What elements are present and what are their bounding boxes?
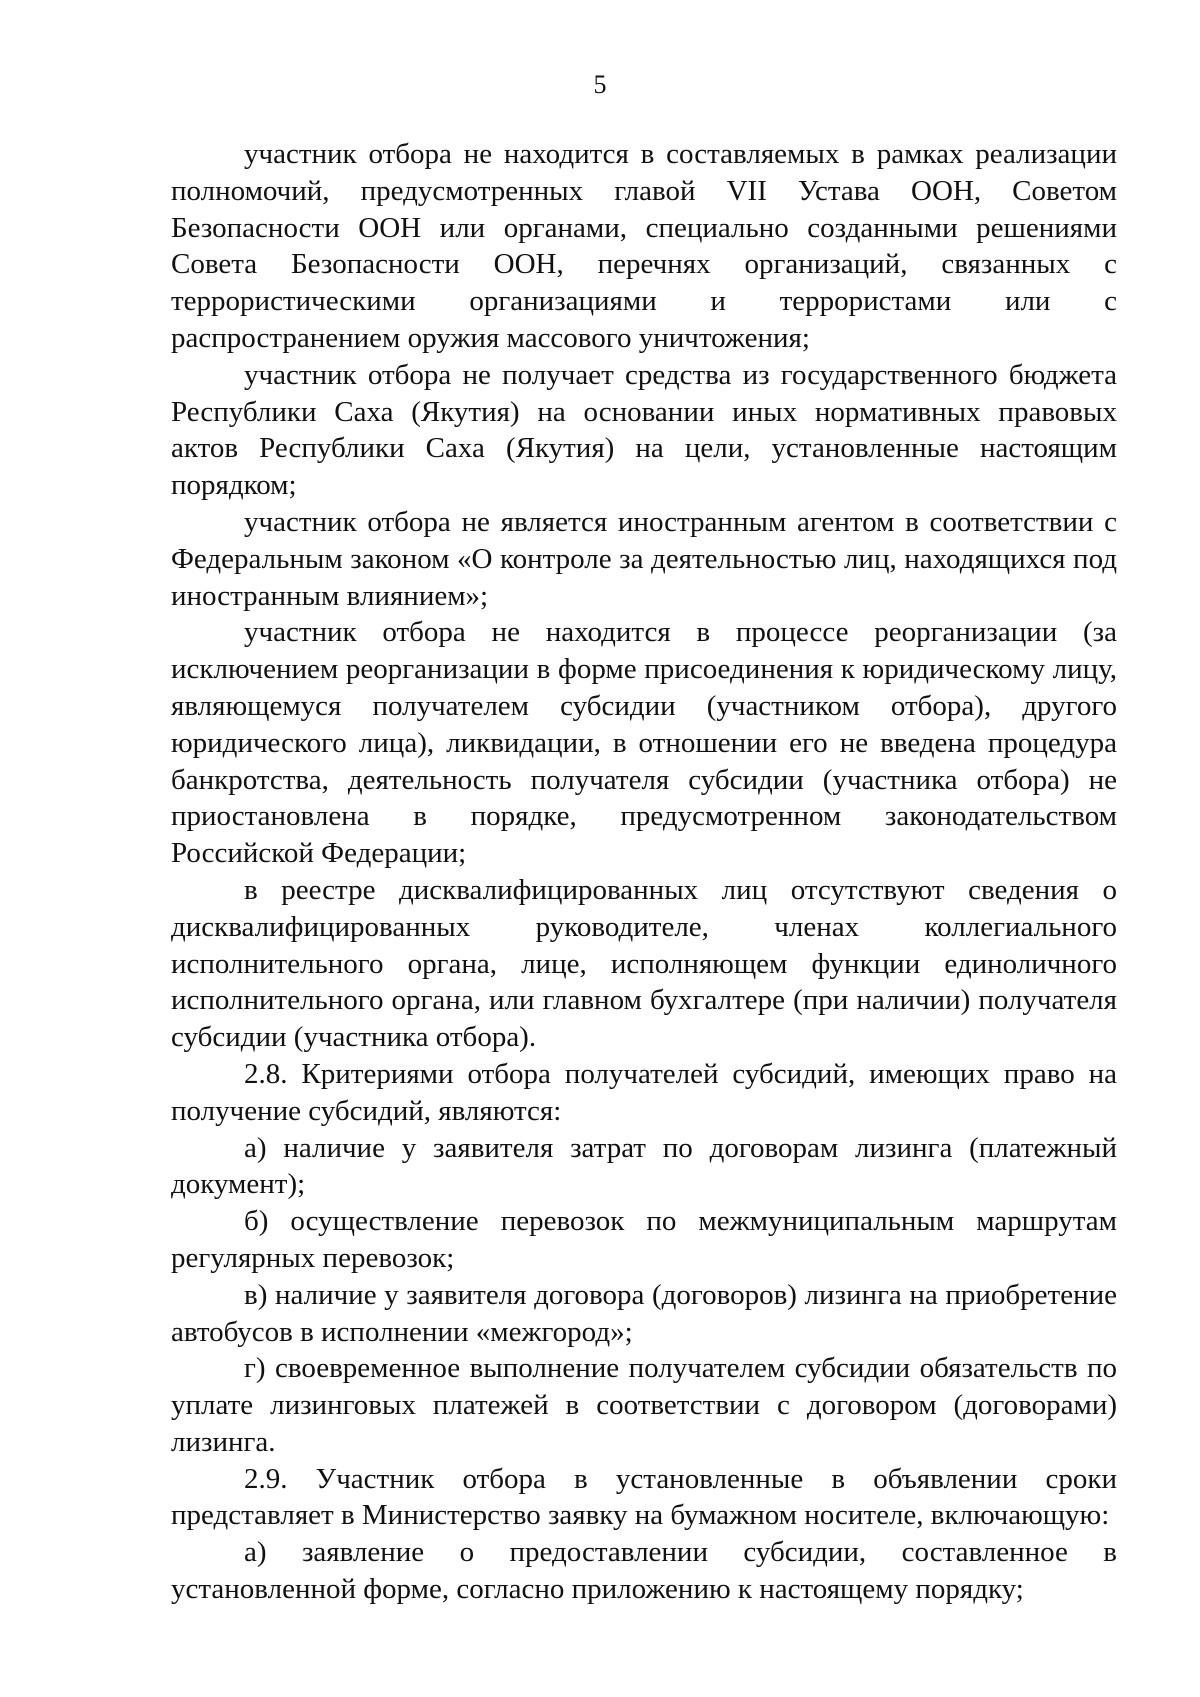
paragraph-not-in-terrorist-lists: участник отбора не находится в составляемых в рамках реализации полномочий, предусмотренных главой VII Устава ООН, Советом Безопасности ООН или органами, специально созданными решениями Совета Безопасности ООН, перечнях организаций, связанных с террористическими организациями и террористами или с распространением оружия массового уничтожения;: [171, 138, 1117, 354]
document-body: [171, 136, 1117, 1608]
paragraph-criterion-g: г) своевременное выполнение получателем субсидии обязательств по уплате лизинговых платежей в соответствии с договором (договорами) лизинга.: [171, 1352, 1117, 1458]
paragraph-2-8-selection-criteria: 2.8. Критериями отбора получателей субсидий, имеющих право на получение субсидий, являются:: [171, 1057, 1117, 1127]
paragraph-not-in-reorganization: участник отбора не находится в процессе реорганизации (за исключением реорганизации в форме присоединения к юридическому лицу, являющемуся получателем субсидии (участником отбора), другого юридического лица), ликвидации, в отношении его не введена процедура банкротства, деятельность получателя субсидии (участника отбора) не приостановлена в порядке, предусмотренном законодательством Российской Федерации;: [171, 616, 1117, 870]
paragraph-criterion-a: а) наличие у заявителя затрат по договорам лизинга (платежный документ);: [171, 1131, 1117, 1201]
paragraph-no-budget-funds: участник отбора не получает средства из государственного бюджета Республики Саха (Якутия) на основании иных нормативных правовых актов Республики Саха (Якутия) на цели, установленные настоящим порядком;: [171, 358, 1117, 502]
paragraph-criterion-v: в) наличие у заявителя договора (договоров) лизинга на приобретение автобусов в исполнении «межгород»;: [171, 1278, 1117, 1348]
paragraph-criterion-b: б) осуществление перевозок по межмуниципальным маршрутам регулярных перевозок;: [171, 1205, 1117, 1274]
paragraph-application-item-a: а) заявление о предоставлении субсидии, составленное в установленной форме, согласно приложению к настоящему порядку;: [171, 1536, 1117, 1606]
paragraph-not-foreign-agent: участник отбора не является иностранным агентом в соответствии с Федеральным законом «О контроле за деятельностью лиц, находящихся под иностранным влиянием»;: [171, 505, 1117, 612]
paragraph-disqualified-persons-registry: в реестре дисквалифицированных лиц отсутствуют сведения о дисквалифицированных руководителе, членах коллегиального исполнительного органа, лице, исполняющем функции единоличного исполнительного органа, или главном бухгалтере (при наличии) получателя субсидии (участника отбора).: [171, 873, 1117, 1054]
page-number: 5: [593, 70, 607, 99]
paragraph-2-9-application: 2.9. Участник отбора в установленные в объявлении сроки представляет в Министерство заявку на бумажном носителе, включающую:: [171, 1462, 1117, 1532]
